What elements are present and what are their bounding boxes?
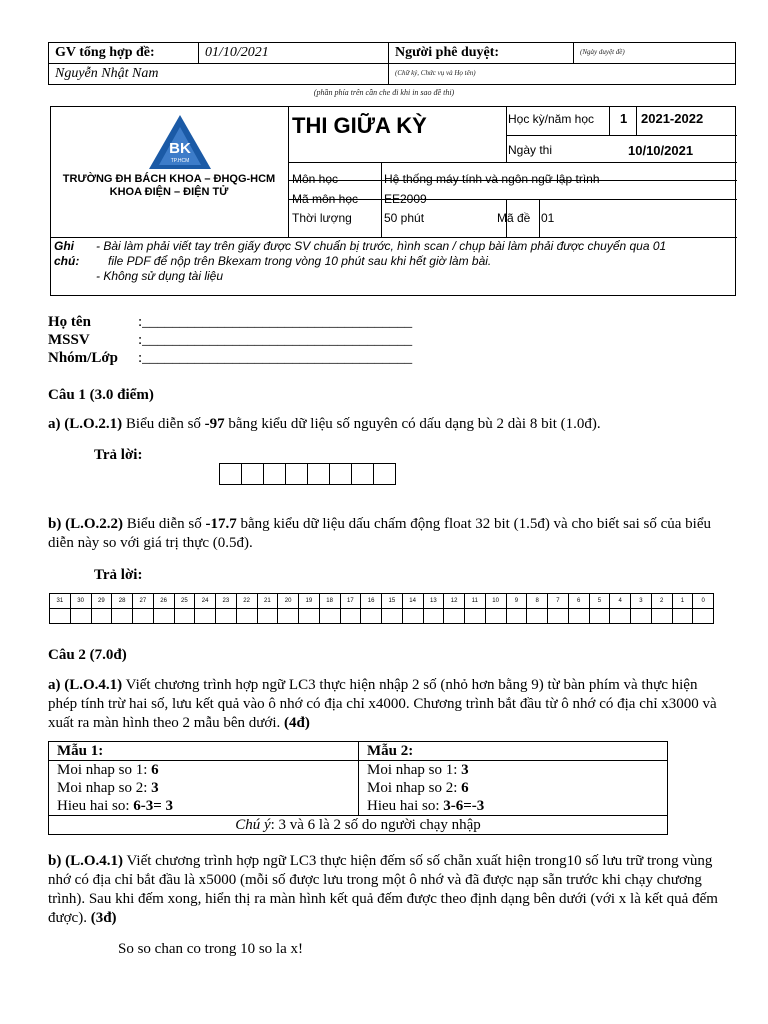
bit-cell[interactable] (443, 608, 465, 624)
exam-code-value: 01 (541, 211, 555, 225)
bit-box[interactable] (241, 463, 264, 485)
note-2: - Không sử dụng tài liệu (96, 269, 224, 283)
date-label: Ngày thi (508, 143, 553, 157)
bit-cell[interactable] (568, 608, 590, 624)
q2-title: Câu 2 (7.0đ) (48, 647, 127, 663)
approver-sign-hint: (Chữ ký, Chức vụ và Họ tên) (395, 69, 476, 77)
bit-index: 4 (609, 593, 631, 609)
bit-index: 28 (111, 593, 133, 609)
duration-value: 50 phút (384, 211, 425, 225)
bit-index: 24 (194, 593, 216, 609)
bit-cell[interactable] (506, 608, 528, 624)
bit-cell[interactable] (236, 608, 258, 624)
note-1: - Bài làm phải viết tay trên giấy được SV chuẩn bị trước, hình scan / chụp bài làm phải được chuyển qua 01 (96, 239, 667, 253)
bit-cell[interactable] (215, 608, 237, 624)
notes-label: Ghi chú: (54, 239, 80, 268)
bit-index: 15 (381, 593, 403, 609)
bit-index: 23 (215, 593, 237, 609)
bit-cell[interactable] (464, 608, 486, 624)
field-group: Nhóm/Lớp :____________________________________ (48, 350, 413, 366)
bit-answer-row[interactable] (50, 608, 714, 624)
bit-index-row (50, 593, 714, 609)
term-label: Học kỳ/năm học (508, 112, 595, 126)
bit-cell[interactable] (340, 608, 362, 624)
bit-index: 3 (630, 593, 652, 609)
bit-index: 26 (153, 593, 175, 609)
sample-table (48, 741, 668, 835)
bit-index: 12 (443, 593, 465, 609)
q1b-answer-label: Trả lời: (94, 567, 143, 583)
bit-index: 5 (589, 593, 611, 609)
sample-note: Chú ý: 3 và 6 là 2 số do người chạy nhập (49, 816, 668, 835)
bit-index: 25 (174, 593, 196, 609)
bit-box[interactable] (351, 463, 374, 485)
bit-cell[interactable] (589, 608, 611, 624)
bit-cell[interactable] (692, 608, 714, 624)
bit-cell[interactable] (319, 608, 341, 624)
q1a: a) (L.O.2.1) Biểu diễn số -97 bằng kiểu dữ liệu số nguyên có dấu dạng bù 2 dài 8 bit (1.0đ). (48, 416, 601, 432)
bit-index: 6 (568, 593, 590, 609)
bit-cell[interactable] (298, 608, 320, 624)
approver-label: Người phê duyệt: (389, 43, 574, 64)
bit-index: 27 (132, 593, 154, 609)
bit-cell[interactable] (153, 608, 175, 624)
q1a-answer-label: Trả lời: (94, 447, 143, 463)
bit-index: 22 (236, 593, 258, 609)
bit-cell[interactable] (194, 608, 216, 624)
bit-box[interactable] (219, 463, 242, 485)
year-value: 2021-2022 (641, 111, 704, 126)
bit-index: 30 (70, 593, 92, 609)
q2b: b) (L.O.4.1) Viết chương trình hợp ngữ LC3 thực hiện đếm số số chẵn xuất hiện trong10 số lưu trữ trong vùng nhớ có địa chỉ bắt đầu là x5000 (mỗi số được lưu trong một ô nhớ và đã được nạp sẵn trước khi chạy chương trình). Sau khi đếm xong, hiển thị ra màn hình kết quả đếm được theo định dạng bên dưới (với x là kết quả đếm được). (3đ) (48, 853, 718, 926)
bit-cell[interactable] (609, 608, 631, 624)
bit-index: 31 (49, 593, 71, 609)
school-line2: KHOA ĐIỆN – ĐIỆN TỬ (109, 186, 229, 198)
logo-text: BK (169, 140, 191, 157)
print-note: (phần phía trên cần che đi khi in sao đề thi) (313, 88, 455, 97)
bit-cell[interactable] (402, 608, 424, 624)
bit-cell[interactable] (257, 608, 279, 624)
gv-label: GV tổng hợp đề: (49, 43, 199, 64)
bit-cell[interactable] (651, 608, 673, 624)
bit-box[interactable] (329, 463, 352, 485)
bit-box[interactable] (373, 463, 396, 485)
exam-code-label: Mã đề (497, 211, 531, 225)
course-value: Hệ thống máy tính và ngôn ngữ lập trình (384, 172, 600, 186)
date-value: 10/10/2021 (628, 143, 694, 158)
bit-index: 7 (547, 593, 569, 609)
course-label: Môn học (292, 172, 339, 186)
bk-logo (145, 113, 215, 173)
bit-index: 13 (423, 593, 445, 609)
name-blank[interactable]: :____________________________________ (138, 314, 413, 330)
bit-index: 17 (340, 593, 362, 609)
notes (96, 239, 726, 284)
bit-index: 11 (464, 593, 486, 609)
sample1-title: Mẫu 1: (49, 742, 359, 761)
gv-name: Nguyễn Nhật Nam (49, 64, 389, 85)
bit-cell[interactable] (174, 608, 196, 624)
bit-index: 21 (257, 593, 279, 609)
bit-cell[interactable] (111, 608, 133, 624)
approver-date-hint: (Ngày duyệt đề) (580, 48, 625, 56)
bit-cell[interactable] (70, 608, 92, 624)
bit-index: 0 (692, 593, 714, 609)
q1b: b) (L.O.2.2) Biểu diễn số -17.7 bằng kiểu dữ liệu dấu chấm động float 32 bit (1.5đ) và cho biết sai số của biểu diễn này so với giá trị thực (0.5đ). (48, 516, 712, 551)
bit-index: 19 (298, 593, 320, 609)
bit-cell[interactable] (49, 608, 71, 624)
sample2-title: Mẫu 2: (359, 742, 668, 761)
school-name (50, 173, 288, 199)
bit-cell[interactable] (485, 608, 507, 624)
bit-index: 10 (485, 593, 507, 609)
bit-index: 29 (91, 593, 113, 609)
bit-index: 1 (672, 593, 694, 609)
duration-label: Thời lượng (292, 211, 352, 225)
bit-cell[interactable] (630, 608, 652, 624)
q1a-answer-boxes[interactable] (220, 463, 396, 485)
note-1-cont: file PDF để nộp trên Bkexam trong vòng 10 phút sau khi hết giờ làm bài. (108, 254, 492, 268)
bit-cell[interactable] (277, 608, 299, 624)
bit-index: 2 (651, 593, 673, 609)
bit-box[interactable] (285, 463, 308, 485)
bit-index: 18 (319, 593, 341, 609)
q2b-output: So so chan co trong 10 so la x! (118, 941, 303, 957)
bit-box[interactable] (263, 463, 286, 485)
bit-index: 14 (402, 593, 424, 609)
bit-cell[interactable] (91, 608, 113, 624)
bit-cell[interactable] (132, 608, 154, 624)
bit-cell[interactable] (423, 608, 445, 624)
approval-table (48, 42, 736, 85)
bit-cell[interactable] (381, 608, 403, 624)
bit-index: 20 (277, 593, 299, 609)
id-blank[interactable]: :____________________________________ (138, 332, 413, 348)
exam-title: THI GIỮA KỲ (292, 113, 427, 138)
field-id: MSSV :____________________________________ (48, 332, 413, 348)
bit-index: 9 (506, 593, 528, 609)
q2a: a) (L.O.4.1) Viết chương trình hợp ngữ LC3 thực hiện nhập 2 số (nhỏ hơn bằng 9) từ bàn phím và thực hiện phép tính trừ hai số, lưu kết quả vào ô nhớ có địa chỉ x4000. Chương trình bắt đầu từ ô nhớ có địa chỉ x3000 và xuất ra màn hình theo 2 mẫu bên dưới. (4đ) (48, 677, 717, 731)
bit-cell[interactable] (360, 608, 382, 624)
group-blank[interactable]: :____________________________________ (138, 350, 413, 366)
sample1: Moi nhap so 1: 6 Moi nhap so 2: 3 Hieu hai so: 6-3= 3 (49, 761, 359, 816)
term-value: 1 (620, 111, 628, 126)
bit-box[interactable] (307, 463, 330, 485)
bit-cell[interactable] (547, 608, 569, 624)
bit-cell[interactable] (672, 608, 694, 624)
bit-index: 8 (526, 593, 548, 609)
logo-sub: TP.HCM (170, 158, 190, 164)
field-name: Họ tên :____________________________________ (48, 314, 413, 330)
school-line1: TRƯỜNG ĐH BÁCH KHOA – ĐHQG-HCM (62, 173, 276, 185)
gv-date: 01/10/2021 (199, 43, 389, 64)
code-label: Mã môn học (292, 192, 359, 206)
bit-index: 16 (360, 593, 382, 609)
q1-title: Câu 1 (3.0 điểm) (48, 387, 154, 403)
bit-cell[interactable] (526, 608, 548, 624)
code-value: EE2009 (384, 192, 427, 206)
sample2: Moi nhap so 1: 3 Moi nhap so 2: 6 Hieu hai so: 3-6=-3 (359, 761, 668, 816)
